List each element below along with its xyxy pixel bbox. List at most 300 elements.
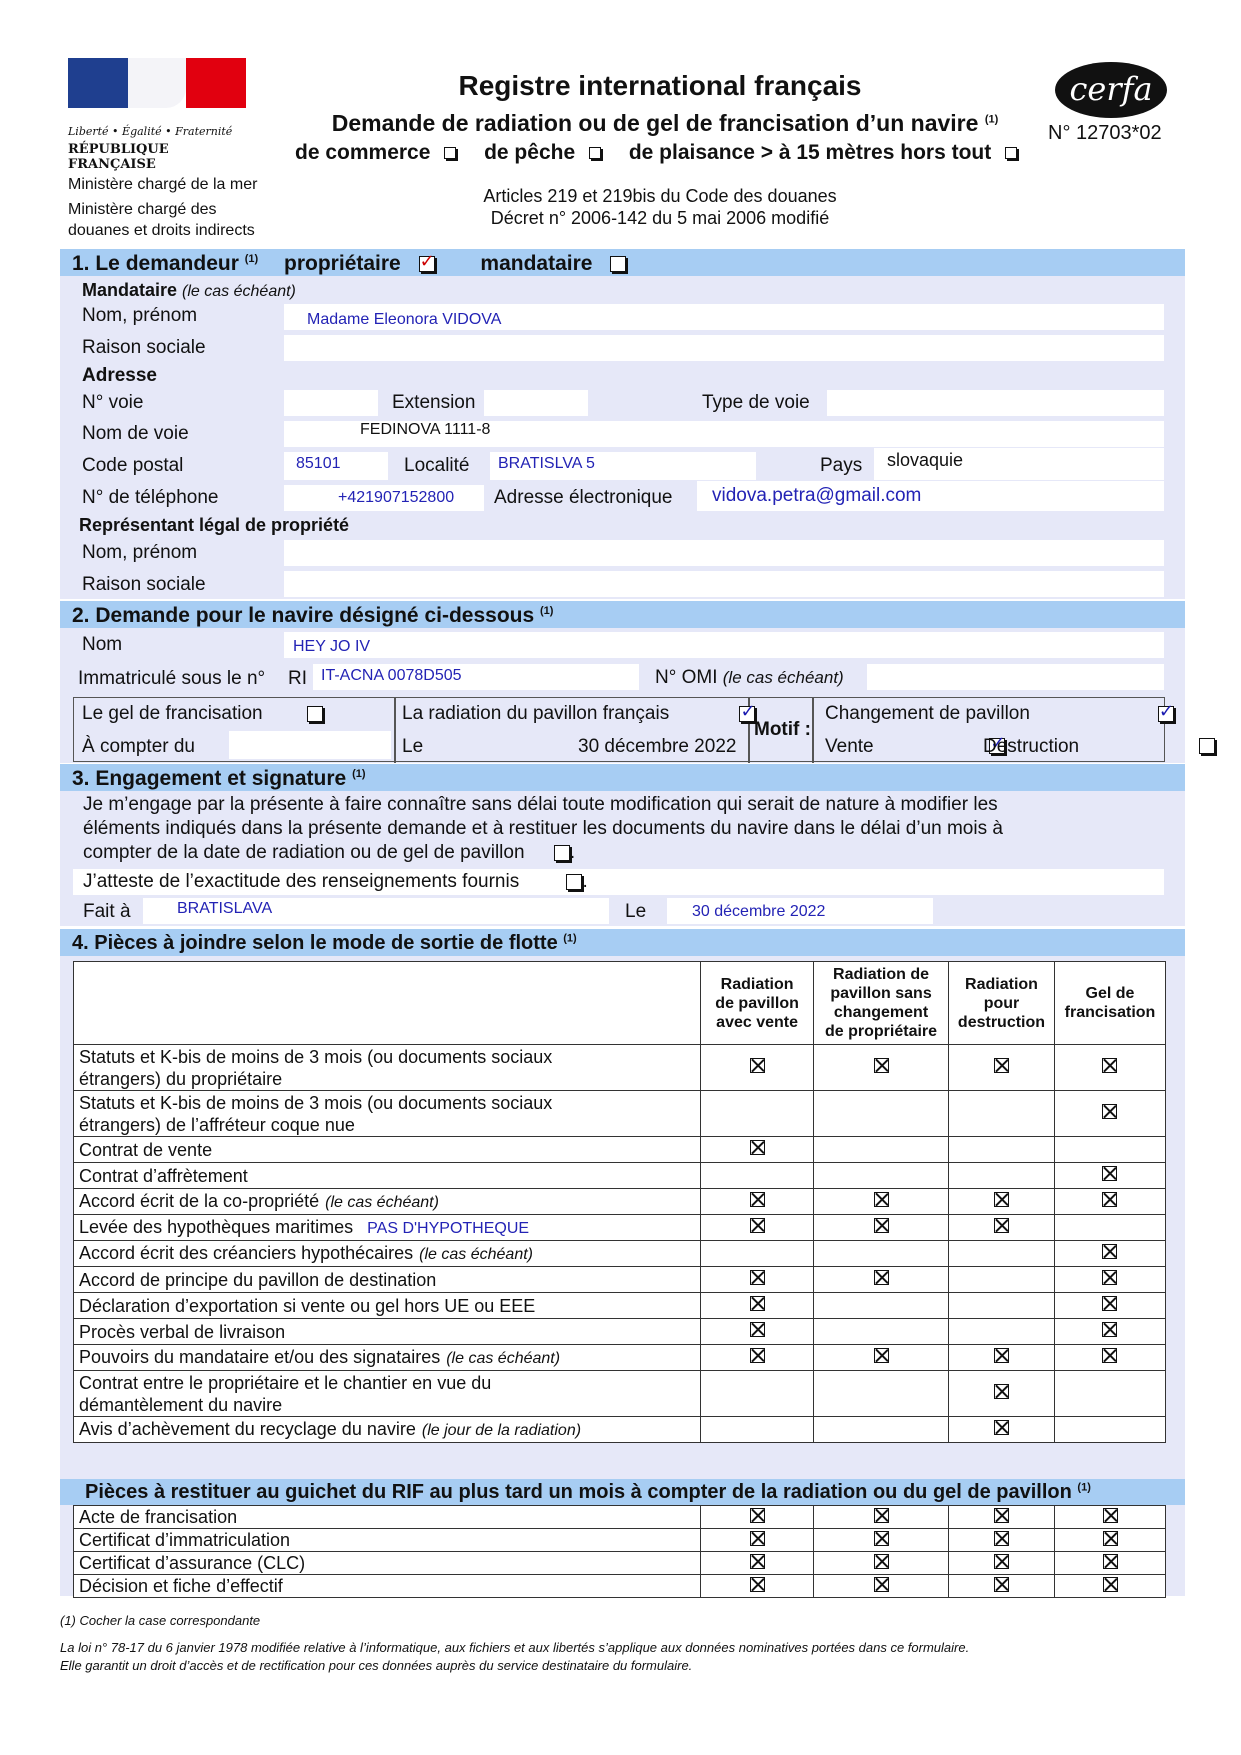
raison-field[interactable]: [284, 335, 1164, 361]
table-row: [74, 1552, 1166, 1575]
crossed-box-icon: [750, 1058, 765, 1073]
crossed-box-icon: [994, 1508, 1009, 1523]
crossed-box-icon: [874, 1554, 889, 1569]
piece-label-line: Statuts et K-bis de moins de 3 mois (ou documents sociaux: [79, 1046, 553, 1067]
atteste-label: J’atteste de l’exactitude des renseignements fournis .: [83, 871, 588, 892]
piece-mark-cell: [701, 1215, 814, 1241]
piece-mark-cell: [1054, 1137, 1165, 1163]
radiation-le-label: Le: [402, 736, 424, 757]
piece-mark-cell: [701, 1267, 814, 1293]
piece-label-line: [79, 1418, 695, 1442]
restituer-table: [73, 1505, 1166, 1598]
col-header-destruction-l3: destruction: [957, 1013, 1046, 1031]
piece-label-text: Pouvoirs du mandataire et/ou des signataires: [79, 1346, 441, 1367]
piece-label-line: étrangers) du propriétaire: [79, 1068, 283, 1089]
piece-label-line: Contrat entre le propriétaire et le chantier en vue du: [79, 1372, 492, 1393]
footer-law-1: La loi n° 78-17 du 6 janvier 1978 modifiée relative à l’informatique, aux fichiers et aux libertés s’applique aux données nominatives portées dans ce formulaire.: [60, 1640, 970, 1655]
piece-mark-cell: [814, 1345, 949, 1371]
restituer-mark-cell: [1055, 1506, 1166, 1529]
piece-mark-cell: [814, 1319, 949, 1345]
piece-mark-cell: [1054, 1163, 1165, 1189]
table-row: [74, 1241, 1166, 1267]
type-voie-field[interactable]: [827, 390, 1164, 416]
mandataire-checkbox[interactable]: [610, 256, 626, 272]
engagement-line-2: éléments indiqués dans la présente demande et à restituer les documents du navire dans le délai d’un mois à: [83, 818, 1003, 839]
col-header-gel-l2: francisation: [1064, 1004, 1156, 1021]
crossed-box-icon: [1102, 1058, 1117, 1073]
piece-label-text: Accord écrit de la co-propriété: [79, 1190, 320, 1211]
col-header-gel: [1054, 962, 1165, 1045]
piece-label: [74, 1189, 701, 1215]
piece-mark-cell: [1054, 1189, 1165, 1215]
restituer-mark-cell: [949, 1529, 1055, 1552]
grid-divider-1: [394, 697, 396, 763]
piece-label-line: Procès verbal de livraison: [79, 1321, 286, 1342]
col-header-sans-changement: [814, 962, 949, 1045]
piece-label: [74, 1215, 701, 1241]
piece-mark-cell: [701, 1241, 814, 1267]
piece-mark-cell: [701, 1137, 814, 1163]
restituer-note: (1): [1077, 1481, 1091, 1494]
piece-label-line: [79, 1346, 695, 1370]
crossed-box-icon: [874, 1270, 889, 1285]
ministry-1: Ministère chargé de la mer: [68, 176, 258, 193]
crossed-box-icon: [994, 1420, 1009, 1435]
piece-mark-cell: [1054, 1417, 1165, 1443]
piece-mark-cell: [949, 1215, 1055, 1241]
piece-label-line: Contrat d’affrètement: [79, 1165, 248, 1186]
fait-label: Fait à: [83, 901, 131, 922]
type-plaisance-checkbox[interactable]: [1005, 147, 1017, 159]
table-row: [74, 1045, 1166, 1091]
crossed-box-icon: [750, 1348, 765, 1363]
logo-republic: RÉPUBLIQUE FRANÇAISE: [68, 142, 169, 172]
articles-text: Articles 219 et 219bis du Code des douanes: [483, 186, 837, 206]
crossed-box-icon: [1103, 1531, 1118, 1546]
rep-raison-label: Raison sociale: [82, 574, 206, 595]
piece-mark-cell: [1054, 1091, 1165, 1137]
mandataire-label: mandataire: [480, 252, 593, 275]
omi-label-text: N° OMI: [655, 667, 718, 688]
crossed-box-icon: [994, 1577, 1009, 1592]
immat-value: IT-ACNA 0078D505: [321, 667, 462, 684]
mandataire-hint: (le cas échéant): [182, 283, 296, 300]
col-header-destruction-l2: pour: [983, 994, 1020, 1012]
piece-mark-cell: [949, 1241, 1055, 1267]
voie-field[interactable]: [284, 390, 378, 416]
crossed-box-icon: [750, 1270, 765, 1285]
restituer-label: Certificat d’assurance (CLC): [74, 1552, 701, 1575]
restituer-mark-cell: [949, 1552, 1055, 1575]
table-row: [74, 1371, 1166, 1417]
grid-divider-3: [812, 697, 814, 763]
type-plaisance-label: de plaisance > à 15 mètres hors tout: [628, 141, 992, 164]
crossed-box-icon: [874, 1531, 889, 1546]
crossed-box-icon: [994, 1384, 1009, 1399]
piece-label-line: [79, 1242, 695, 1266]
crossed-box-icon: [750, 1296, 765, 1311]
type-commerce-checkbox[interactable]: [444, 147, 456, 159]
localite-label: Localité: [404, 455, 470, 476]
table-row: [74, 1267, 1166, 1293]
section3-note: (1): [352, 768, 366, 780]
nom-value: Madame Eleonora VIDOVA: [307, 311, 502, 328]
representant-heading: Représentant légal de propriété: [79, 515, 350, 535]
col-header-vente-l3: avec vente: [716, 1013, 799, 1031]
restituer-label: Décision et fiche d’effectif: [74, 1575, 701, 1598]
fait-value: BRATISLAVA: [177, 900, 273, 917]
destruction-label: Destruction: [983, 736, 1080, 757]
piece-hint: (le jour de la radiation): [421, 1421, 582, 1439]
destruction-checkbox[interactable]: [1199, 738, 1215, 754]
piece-mark-cell: [1054, 1293, 1165, 1319]
piece-label: [74, 1371, 701, 1417]
crossed-box-icon: [994, 1218, 1009, 1233]
immat-label: Immatriculé sous le n°: [78, 668, 266, 689]
restituer-mark-cell: [701, 1506, 814, 1529]
col-header-vente-l2: de pavillon: [715, 994, 799, 1012]
piece-mark-cell: [949, 1137, 1055, 1163]
table-row: [74, 1575, 1166, 1598]
engagement-line-3: compter de la date de radiation ou de gel de pavillon .: [83, 842, 576, 863]
piece-label-line: [79, 1190, 695, 1214]
crossed-box-icon: [1103, 1554, 1118, 1569]
table-row: [74, 1189, 1166, 1215]
gel-checkbox[interactable]: [307, 706, 323, 722]
email-value: vidova.petra@gmail.com: [712, 485, 922, 506]
col-header-vente: [701, 962, 814, 1045]
section1-note: (1): [244, 253, 259, 265]
crossed-box-icon: [750, 1554, 765, 1569]
section3-title: [72, 767, 366, 791]
piece-label: [74, 1267, 701, 1293]
type-voie-label: Type de voie: [702, 392, 810, 413]
piece-label: [74, 1137, 701, 1163]
proprietaire-checkbox[interactable]: [419, 256, 435, 272]
crossed-box-icon: [1102, 1192, 1117, 1207]
crossed-box-icon: [1102, 1322, 1117, 1337]
crossed-box-icon: [994, 1192, 1009, 1207]
type-peche-checkbox[interactable]: [589, 147, 601, 159]
mandataire-heading-text: Mandataire: [82, 280, 178, 300]
table-row: [74, 1417, 1166, 1443]
crossed-box-icon: [750, 1192, 765, 1207]
crossed-box-icon: [874, 1192, 889, 1207]
crossed-box-icon: [1103, 1508, 1118, 1523]
form-title: Registre international français: [458, 70, 862, 101]
piece-mark-cell: [1054, 1215, 1165, 1241]
extension-field[interactable]: [484, 390, 588, 416]
section4-title: [72, 932, 577, 955]
col-header-gel-l1: Gel de: [1085, 985, 1135, 1002]
piece-mark-cell: [814, 1267, 949, 1293]
piece-mark-cell: [814, 1241, 949, 1267]
immat-prefix: RI: [288, 668, 307, 689]
piece-mark-cell: [701, 1371, 814, 1417]
piece-mark-cell: [1054, 1241, 1165, 1267]
pays-label: Pays: [820, 455, 863, 476]
crossed-box-icon: [750, 1508, 765, 1523]
section1-title: [72, 252, 626, 276]
piece-label-text: Accord écrit des créanciers hypothécaires: [79, 1242, 414, 1263]
col-header-sans-l1: Radiation de: [833, 966, 930, 983]
piece-mark-cell: [814, 1163, 949, 1189]
section1-title-text: 1. Le demandeur: [72, 252, 239, 275]
piece-mark-cell: [701, 1045, 814, 1091]
crossed-box-icon: [874, 1348, 889, 1363]
table-row: [74, 1506, 1166, 1529]
piece-mark-cell: [949, 1163, 1055, 1189]
ministry-3: douanes et droits indirects: [68, 222, 255, 239]
piece-mark-cell: [701, 1417, 814, 1443]
crossed-box-icon: [994, 1554, 1009, 1569]
restituer-mark-cell: [1055, 1575, 1166, 1598]
section3-title-text: 3. Engagement et signature: [72, 767, 347, 790]
piece-label-line: Statuts et K-bis de moins de 3 mois (ou documents sociaux: [79, 1092, 553, 1113]
piece-mark-cell: [701, 1189, 814, 1215]
engagement-checkbox[interactable]: [554, 845, 570, 861]
crossed-box-icon: [750, 1577, 765, 1592]
piece-label: [74, 1163, 701, 1189]
crossed-box-icon: [1102, 1244, 1117, 1259]
restituer-mark-cell: [814, 1506, 949, 1529]
piece-mark-cell: [814, 1215, 949, 1241]
piece-mark-cell: [949, 1345, 1055, 1371]
restituer-mark-cell: [949, 1506, 1055, 1529]
table-row: [74, 1529, 1166, 1552]
nom-voie-label: Nom de voie: [82, 423, 189, 444]
crossed-box-icon: [750, 1140, 765, 1155]
piece-mark-cell: [949, 1267, 1055, 1293]
table-row: [74, 1163, 1166, 1189]
cerfa-logo: cerfa: [1055, 62, 1167, 118]
piece-mark-cell: [1054, 1267, 1165, 1293]
piece-mark-cell: [949, 1091, 1055, 1137]
piece-mark-cell: [701, 1345, 814, 1371]
cerfa-number: N° 12703*02: [1048, 122, 1162, 144]
restituer-mark-cell: [949, 1575, 1055, 1598]
table-row: [74, 1137, 1166, 1163]
omi-field[interactable]: [867, 664, 1164, 690]
adresse-heading: Adresse: [82, 365, 157, 386]
signature-le-value: 30 décembre 2022: [692, 903, 826, 920]
piece-fill-value: PAS D'HYPOTHEQUE: [367, 1219, 530, 1237]
piece-mark-cell: [701, 1091, 814, 1137]
piece-mark-cell: [949, 1189, 1055, 1215]
proprietaire-label: propriétaire: [284, 252, 401, 275]
piece-label-text: Levée des hypothèques maritimes: [79, 1216, 354, 1237]
col-header-sans-l3: changement: [833, 1004, 929, 1021]
logo-motto: Liberté • Égalité • Fraternité: [68, 125, 233, 138]
flag-red-icon: [186, 58, 246, 108]
piece-mark-cell: [814, 1371, 949, 1417]
piece-label-text: Avis d’achèvement du recyclage du navire: [79, 1418, 416, 1439]
signature-le-label: Le: [625, 901, 647, 922]
piece-label-line: démantèlement du navire: [79, 1394, 283, 1415]
crossed-box-icon: [994, 1058, 1009, 1073]
flag-blue-icon: [68, 58, 128, 108]
restituer-mark-cell: [814, 1575, 949, 1598]
radiation-le-value: 30 décembre 2022: [578, 736, 737, 757]
piece-mark-cell: [1054, 1319, 1165, 1345]
piece-label-line: Déclaration d’exportation si vente ou gel hors UE ou EEE: [79, 1295, 536, 1316]
restituer-mark-cell: [701, 1529, 814, 1552]
atteste-checkbox[interactable]: [566, 874, 582, 890]
gel-label: Le gel de francisation: [82, 703, 263, 724]
engagement-line-3-text: compter de la date de radiation ou de gel de pavillon: [83, 842, 525, 863]
piece-label-line: étrangers) de l’affréteur coque nue: [79, 1114, 355, 1135]
localite-value: BRATISLVA 5: [498, 455, 595, 472]
col-header-destruction: [949, 962, 1055, 1045]
crossed-box-icon: [874, 1508, 889, 1523]
decret-text: Décret n° 2006-142 du 5 mai 2006 modifié: [490, 208, 830, 228]
vente-label: Vente: [825, 736, 874, 757]
table-row: [74, 1091, 1166, 1137]
republique-logo: [68, 58, 246, 172]
col-header-sans-l4: de propriétaire: [825, 1023, 938, 1040]
crossed-box-icon: [994, 1348, 1009, 1363]
crossed-box-icon: [750, 1218, 765, 1233]
piece-label: [74, 1417, 701, 1443]
piece-label: [74, 1293, 701, 1319]
changement-label: Changement de pavillon: [825, 703, 1030, 724]
rep-nom-field[interactable]: [284, 540, 1164, 566]
engagement-line-1: Je m’engage par la présente à faire connaître sans délai toute modification qui serait de nature à modifier les: [83, 794, 998, 815]
piece-label-line: [79, 1216, 695, 1240]
piece-label: [74, 1091, 701, 1137]
piece-label: [74, 1241, 701, 1267]
piece-label: [74, 1319, 701, 1345]
navire-nom-label: Nom: [82, 634, 123, 655]
restituer-mark-cell: [814, 1529, 949, 1552]
col-header-vente-l1: Radiation: [720, 975, 794, 993]
piece-mark-cell: [949, 1319, 1055, 1345]
restituer-label: Acte de francisation: [74, 1506, 701, 1529]
voie-label: N° voie: [82, 392, 144, 413]
restituer-title-text: Pièces à restituer au guichet du RIF au plus tard un mois à compter de la radiation ou du gel de pavillon: [85, 1481, 1072, 1503]
restituer-label: Certificat d’immatriculation: [74, 1529, 701, 1552]
piece-label: [74, 1345, 701, 1371]
omi-label: [655, 667, 844, 689]
motif-label: Motif :: [754, 719, 811, 740]
piece-label-line: Accord de principe du pavillon de destination: [79, 1269, 437, 1290]
piece-mark-cell: [814, 1137, 949, 1163]
cp-label: Code postal: [82, 455, 184, 476]
compter-field[interactable]: [229, 731, 391, 759]
subtitle-text: Demande de radiation ou de gel de francisation d’un navire: [331, 110, 979, 136]
piece-mark-cell: [701, 1293, 814, 1319]
omi-hint: (le cas échéant): [722, 668, 844, 687]
piece-mark-cell: [1054, 1045, 1165, 1091]
section2-note: (1): [540, 605, 554, 617]
email-label: Adresse électronique: [494, 487, 673, 508]
pieces-table: [73, 961, 1166, 1443]
compter-label: À compter du: [82, 736, 195, 757]
section2-title-text: 2. Demande pour le navire désigné ci-dessous: [72, 604, 535, 627]
piece-hint: (le cas échéant): [325, 1193, 439, 1211]
pays-value: slovaquie: [887, 450, 964, 470]
table-row: [74, 1215, 1166, 1241]
form-subtitle: [285, 110, 1045, 137]
section4-title-text: 4. Pièces à joindre selon le mode de sortie de flotte: [72, 932, 558, 954]
subtitle-note: (1): [984, 113, 999, 126]
piece-mark-cell: [701, 1163, 814, 1189]
table-row: [74, 1319, 1166, 1345]
navire-nom-field[interactable]: [284, 632, 1164, 658]
crossed-box-icon: [874, 1218, 889, 1233]
restituer-mark-cell: [701, 1552, 814, 1575]
crossed-box-icon: [874, 1577, 889, 1592]
table-row: [74, 1345, 1166, 1371]
piece-mark-cell: [814, 1293, 949, 1319]
restituer-mark-cell: [701, 1575, 814, 1598]
pieces-header-row: [74, 962, 1166, 1045]
piece-mark-cell: [949, 1371, 1055, 1417]
section4-note: (1): [563, 932, 577, 945]
crossed-box-icon: [1102, 1270, 1117, 1285]
piece-mark-cell: [1054, 1345, 1165, 1371]
piece-mark-cell: [701, 1319, 814, 1345]
type-peche-label: de pêche: [484, 141, 576, 164]
piece-label-line: Contrat de vente: [79, 1139, 213, 1160]
rep-raison-field[interactable]: [284, 571, 1164, 597]
piece-mark-cell: [814, 1091, 949, 1137]
crossed-box-icon: [994, 1531, 1009, 1546]
piece-mark-cell: [949, 1045, 1055, 1091]
cp-value: 85101: [296, 455, 341, 472]
atteste-text: J’atteste de l’exactitude des renseignements fournis: [83, 871, 520, 892]
nom-label: Nom, prénom: [82, 305, 198, 326]
footer-law-2: Elle garantit un droit d’accès et de rectification pour ces données auprès du service destinataire du formulaire.: [60, 1658, 693, 1673]
tel-label: N° de téléphone: [82, 487, 219, 508]
footer-note: (1) Cocher la case correspondante: [60, 1613, 261, 1628]
tel-value: +421907152800: [338, 489, 455, 506]
col-header-sans-l2: pavillon sans: [830, 985, 932, 1002]
crossed-box-icon: [1102, 1104, 1117, 1119]
piece-mark-cell: [814, 1045, 949, 1091]
changement-checkbox[interactable]: [1158, 706, 1174, 722]
pieces-header-blank: [74, 962, 701, 1045]
crossed-box-icon: [750, 1322, 765, 1337]
ministry-2: Ministère chargé des: [68, 201, 217, 218]
piece-hint: (le cas échéant): [419, 1245, 533, 1263]
piece-mark-cell: [1054, 1371, 1165, 1417]
restituer-mark-cell: [814, 1552, 949, 1575]
crossed-box-icon: [1102, 1348, 1117, 1363]
navire-nom-value: HEY JO IV: [293, 638, 371, 655]
section2-title: [72, 604, 553, 628]
table-row: [74, 1293, 1166, 1319]
restituer-mark-cell: [1055, 1529, 1166, 1552]
marianne-icon: [128, 58, 186, 108]
col-header-destruction-l1: Radiation: [965, 975, 1038, 993]
piece-mark-cell: [814, 1189, 949, 1215]
piece-mark-cell: [949, 1293, 1055, 1319]
mandataire-heading: [82, 280, 296, 301]
crossed-box-icon: [1102, 1166, 1117, 1181]
crossed-box-icon: [874, 1058, 889, 1073]
restituer-mark-cell: [1055, 1552, 1166, 1575]
crossed-box-icon: [1103, 1577, 1118, 1592]
piece-mark-cell: [814, 1417, 949, 1443]
nom-voie-value: FEDINOVA 1111-8: [360, 421, 491, 438]
extension-label: Extension: [392, 392, 476, 413]
crossed-box-icon: [750, 1531, 765, 1546]
type-commerce-label: de commerce: [295, 141, 431, 164]
rep-nom-label: Nom, prénom: [82, 542, 198, 563]
piece-mark-cell: [949, 1417, 1055, 1443]
radiation-label: La radiation du pavillon français: [402, 703, 670, 724]
